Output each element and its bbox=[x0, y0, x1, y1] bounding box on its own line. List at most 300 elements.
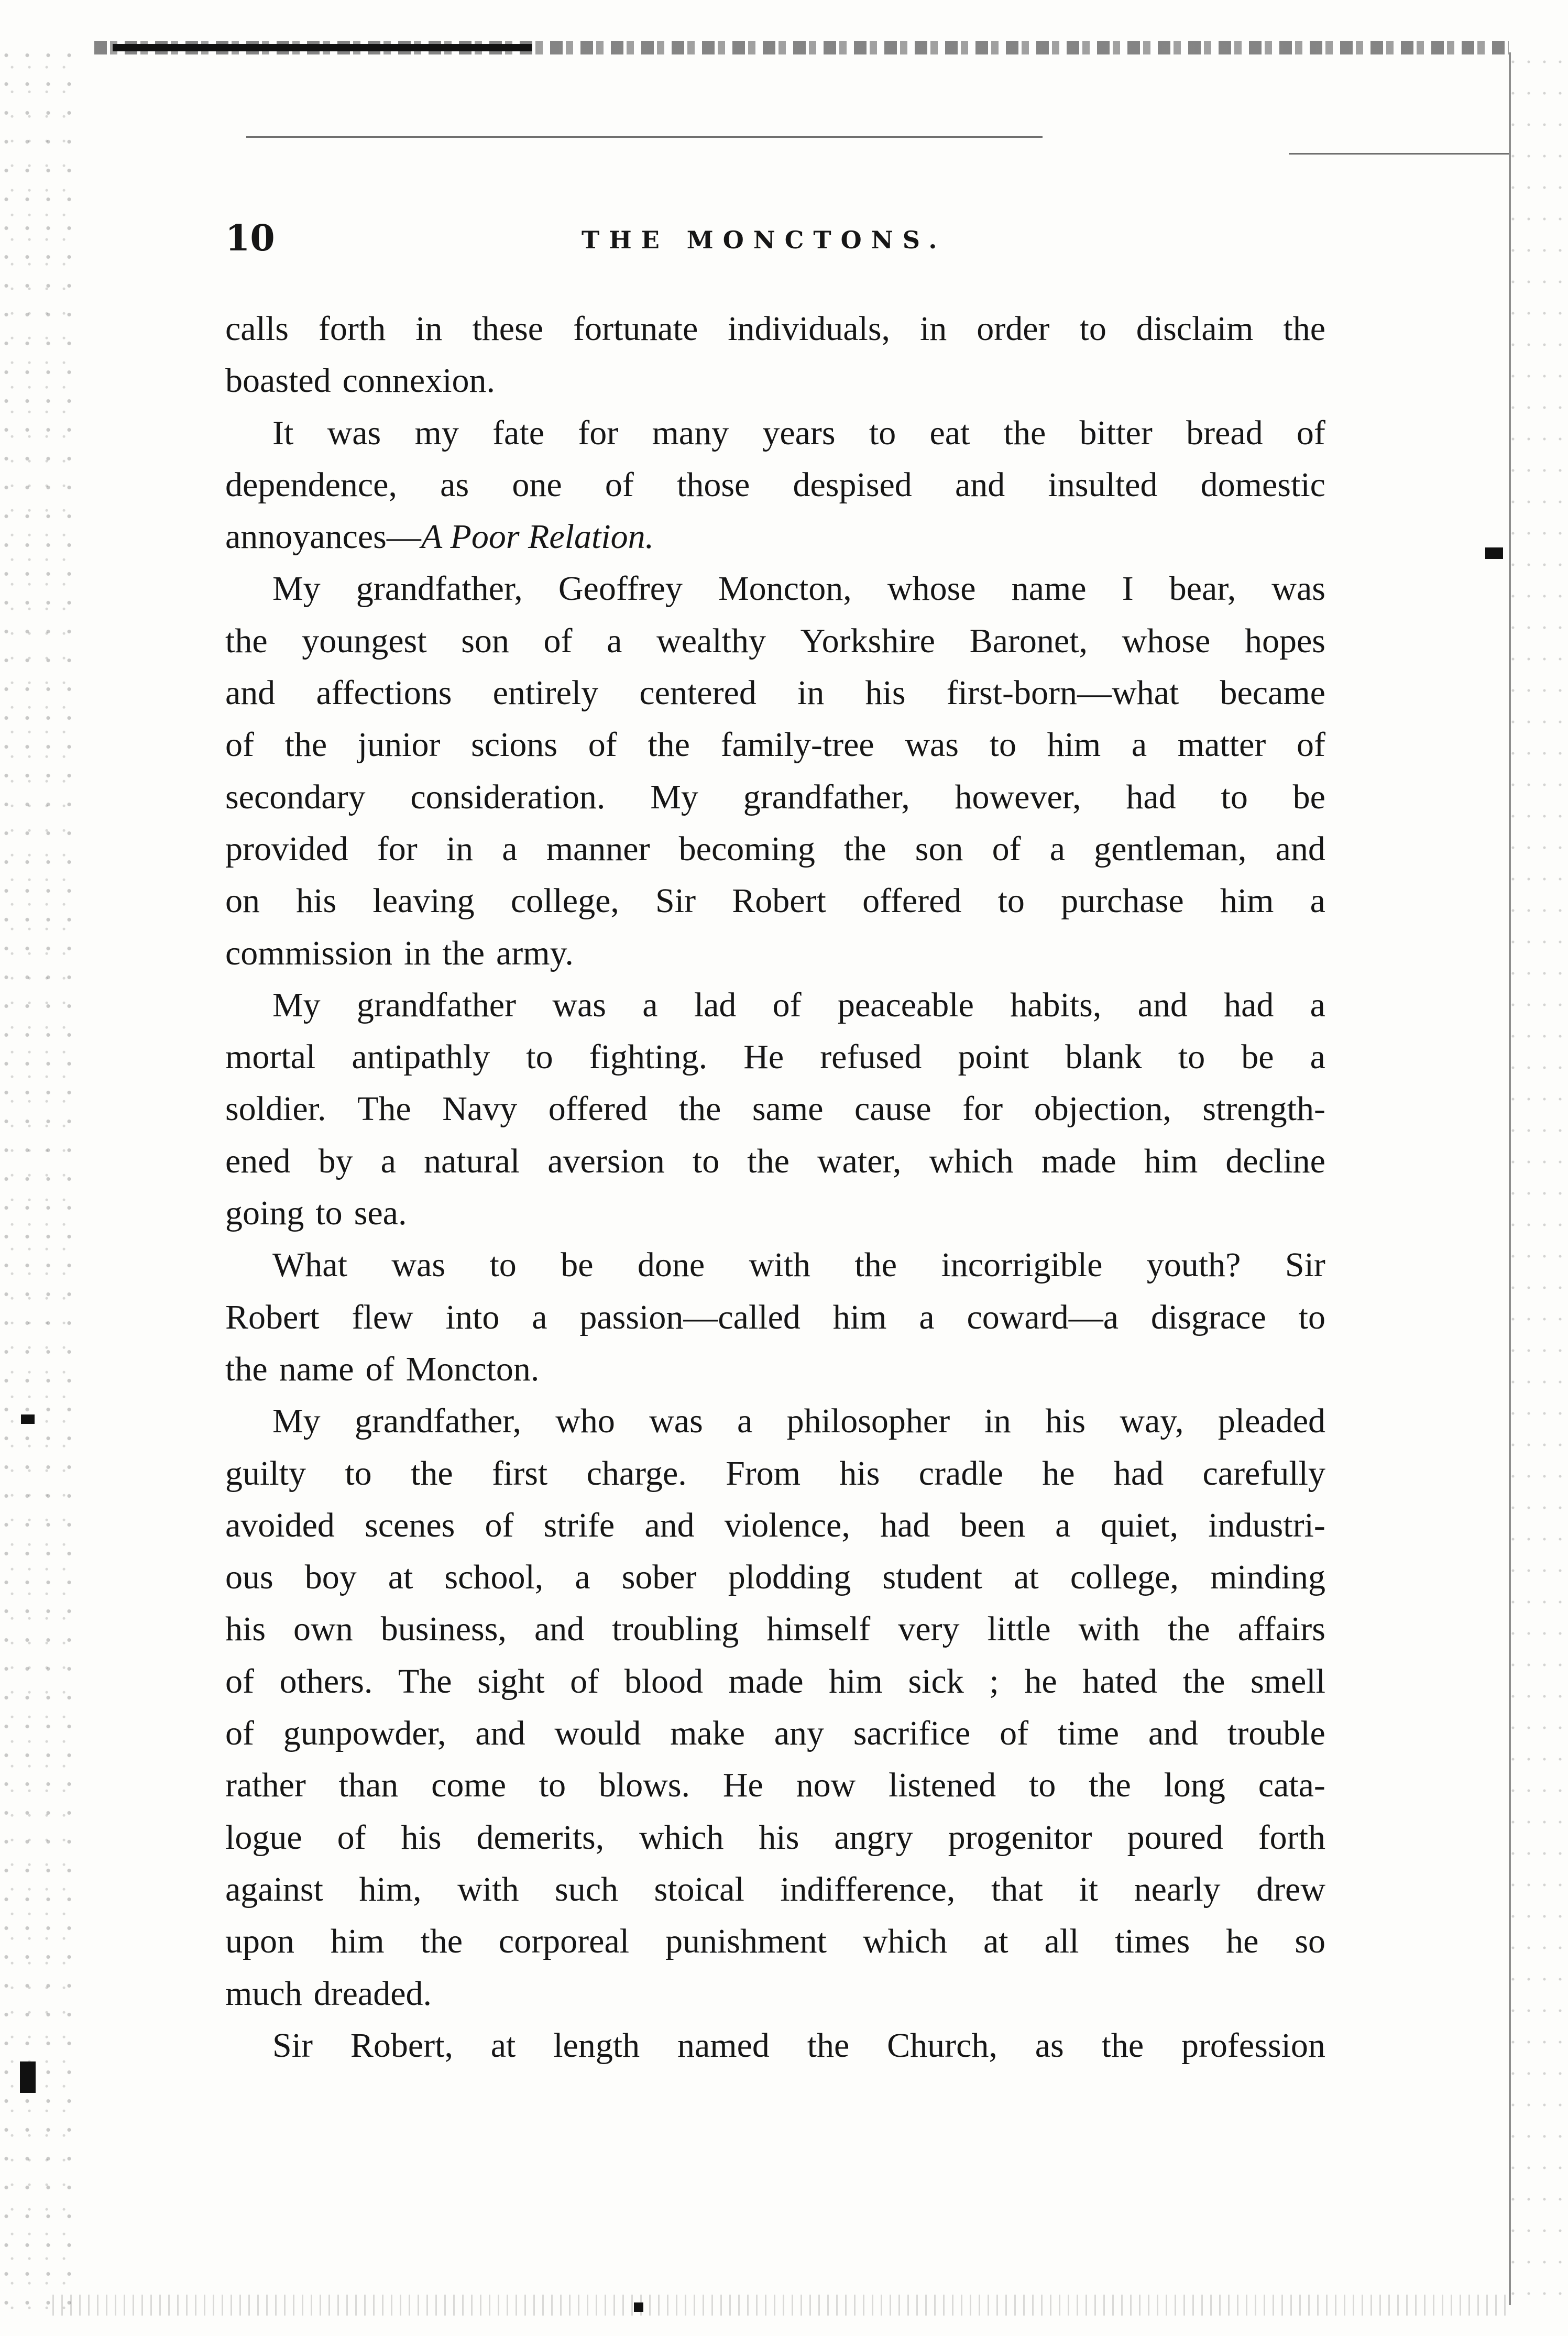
word: the bbox=[678, 1090, 721, 1128]
word: offered bbox=[548, 1090, 648, 1128]
word: natural bbox=[423, 1142, 520, 1180]
word: the bbox=[844, 829, 886, 868]
word: had bbox=[1224, 985, 1274, 1024]
word: grandfather bbox=[356, 985, 517, 1024]
word: lad bbox=[694, 985, 737, 1024]
word: the bbox=[1167, 1610, 1210, 1649]
word: gunpowder, bbox=[283, 1714, 446, 1753]
word: to bbox=[1029, 1766, 1056, 1805]
word: he bbox=[1024, 1662, 1057, 1701]
word: Baronet, bbox=[969, 621, 1088, 660]
word: in bbox=[404, 934, 431, 972]
word: at bbox=[388, 1558, 413, 1597]
word: scions bbox=[471, 726, 558, 764]
word: objection, bbox=[1034, 1090, 1171, 1128]
word: same bbox=[752, 1090, 824, 1128]
text-line bbox=[225, 1915, 1325, 1967]
word: indifference, bbox=[780, 1870, 956, 1909]
word: fortunate bbox=[573, 310, 698, 348]
word: Robert, bbox=[350, 2026, 453, 2065]
word: a bbox=[532, 1298, 547, 1336]
text-line bbox=[225, 2020, 1325, 2071]
word: to bbox=[989, 726, 1016, 764]
word: insulted bbox=[1048, 465, 1158, 504]
word: himself bbox=[766, 1610, 871, 1649]
word: From bbox=[726, 1454, 801, 1493]
word: had bbox=[1113, 1454, 1164, 1493]
word: the bbox=[747, 1142, 790, 1180]
word: a bbox=[380, 1142, 396, 1180]
word: sight bbox=[477, 1662, 545, 1701]
word: him bbox=[832, 1298, 887, 1336]
text-line bbox=[225, 1499, 1325, 1551]
word: dreaded. bbox=[313, 1974, 432, 2013]
word: grandfather, bbox=[354, 1402, 521, 1441]
word: to bbox=[539, 1766, 566, 1805]
text-line bbox=[225, 1447, 1325, 1499]
word: to bbox=[1178, 1038, 1205, 1077]
word: would bbox=[554, 1714, 641, 1753]
word: was bbox=[1271, 569, 1325, 608]
word: first-born—what bbox=[946, 674, 1179, 712]
word: ; bbox=[989, 1662, 999, 1701]
word: ened bbox=[225, 1142, 291, 1180]
word: which bbox=[929, 1142, 1014, 1180]
word: centered bbox=[639, 674, 756, 712]
word: consideration. bbox=[410, 777, 606, 816]
word: habits, bbox=[1010, 985, 1102, 1024]
word: aversion bbox=[547, 1142, 665, 1180]
word: my bbox=[414, 413, 459, 452]
word: poured bbox=[1127, 1818, 1223, 1857]
word: order bbox=[977, 310, 1050, 348]
word: of bbox=[225, 1662, 254, 1701]
ink-blot bbox=[21, 1414, 35, 1424]
word: to bbox=[315, 1194, 343, 1233]
word: forth bbox=[1258, 1818, 1325, 1857]
text-line bbox=[225, 1863, 1325, 1915]
word: was bbox=[649, 1402, 703, 1441]
word: the bbox=[854, 1246, 897, 1285]
word: college, bbox=[510, 882, 619, 920]
word: was bbox=[905, 726, 959, 764]
word: all bbox=[1044, 1922, 1079, 1961]
word: philosopher bbox=[786, 1402, 950, 1441]
word: Sir bbox=[272, 2026, 313, 2065]
word: It bbox=[272, 413, 294, 452]
word: for bbox=[962, 1090, 1003, 1128]
word: to bbox=[1079, 310, 1106, 348]
word: of bbox=[543, 621, 573, 660]
word: so bbox=[1295, 1922, 1325, 1961]
word: the bbox=[442, 934, 485, 972]
word: into bbox=[445, 1298, 500, 1336]
text-line bbox=[225, 1239, 1325, 1291]
word: incorrigible bbox=[941, 1246, 1103, 1285]
text-line bbox=[225, 511, 1325, 563]
word: antipathly bbox=[352, 1038, 490, 1077]
word: and bbox=[644, 1506, 695, 1544]
word: it bbox=[1079, 1870, 1099, 1909]
word: to bbox=[526, 1038, 553, 1077]
word: be bbox=[1292, 777, 1325, 816]
word: What bbox=[272, 1246, 347, 1285]
word: by bbox=[318, 1142, 353, 1180]
italic-phrase: A Poor Relation. bbox=[421, 518, 654, 556]
scan-artifact-left-edge bbox=[0, 52, 79, 2321]
word: many bbox=[652, 413, 729, 452]
word: became bbox=[1220, 674, 1325, 712]
word: connexion. bbox=[342, 361, 496, 400]
word: was bbox=[327, 413, 381, 452]
word: carefully bbox=[1202, 1454, 1325, 1493]
word: disgrace bbox=[1150, 1298, 1266, 1336]
word: with bbox=[749, 1246, 810, 1285]
text-line bbox=[225, 1291, 1325, 1343]
word: I bbox=[1122, 569, 1134, 608]
text-line bbox=[225, 1603, 1325, 1655]
word: becoming bbox=[678, 829, 815, 868]
word: plodding bbox=[728, 1558, 851, 1597]
text-line bbox=[225, 1655, 1325, 1707]
word: others. bbox=[279, 1662, 373, 1701]
word: fighting. bbox=[589, 1038, 708, 1077]
word: for bbox=[578, 413, 619, 452]
word: and bbox=[475, 1714, 525, 1753]
word: him bbox=[330, 1922, 385, 1961]
text-line bbox=[225, 875, 1325, 927]
word: with bbox=[1078, 1610, 1140, 1649]
word: point bbox=[958, 1038, 1029, 1077]
word: of bbox=[225, 1714, 254, 1753]
text-line bbox=[225, 1551, 1325, 1603]
word: of bbox=[570, 1662, 599, 1701]
word: troubling bbox=[612, 1610, 739, 1649]
word: My bbox=[272, 1402, 321, 1441]
word: He bbox=[722, 1766, 763, 1805]
word: in bbox=[919, 310, 947, 348]
word: despised bbox=[793, 465, 912, 504]
word: a bbox=[1049, 829, 1065, 868]
word: drew bbox=[1256, 1870, 1325, 1909]
word: logue bbox=[225, 1818, 302, 1857]
scan-artifact-top-bar bbox=[113, 44, 532, 51]
word: scenes bbox=[365, 1506, 455, 1544]
word: whose bbox=[887, 569, 976, 608]
word: individuals, bbox=[728, 310, 891, 348]
word: as bbox=[440, 465, 469, 504]
word: boy bbox=[304, 1558, 357, 1597]
scan-artifact-right-edge bbox=[1505, 52, 1568, 2321]
text-line bbox=[225, 615, 1325, 667]
word: demerits, bbox=[476, 1818, 605, 1857]
word: coward—a bbox=[967, 1298, 1119, 1336]
word: leaving bbox=[372, 882, 475, 920]
word: sea. bbox=[354, 1194, 407, 1233]
text-line bbox=[225, 1083, 1325, 1135]
word: to bbox=[345, 1454, 372, 1493]
text-line bbox=[225, 979, 1325, 1031]
word: named bbox=[677, 2026, 770, 2065]
word: had bbox=[1126, 777, 1176, 816]
word: My bbox=[272, 985, 321, 1024]
word: business, bbox=[380, 1610, 507, 1649]
word: was bbox=[552, 985, 606, 1024]
word: mortal bbox=[225, 1038, 316, 1077]
word: the bbox=[648, 726, 690, 764]
word: and bbox=[1275, 829, 1325, 868]
text-line bbox=[225, 303, 1325, 355]
word: student bbox=[882, 1558, 983, 1597]
word: as bbox=[1035, 2026, 1064, 2065]
word: a bbox=[737, 1402, 753, 1441]
word: boasted bbox=[225, 361, 331, 400]
word: dependence, bbox=[225, 465, 397, 504]
text-line bbox=[225, 355, 1325, 407]
word: him bbox=[1220, 882, 1274, 920]
word: nearly bbox=[1134, 1870, 1221, 1909]
word: and bbox=[225, 674, 276, 712]
word: of bbox=[1296, 726, 1325, 764]
word: eat bbox=[929, 413, 970, 452]
word: of bbox=[772, 985, 802, 1024]
word: be bbox=[561, 1246, 594, 1285]
word: My bbox=[272, 569, 321, 608]
word: ous bbox=[225, 1558, 273, 1597]
word: such bbox=[555, 1870, 619, 1909]
word: of bbox=[1296, 413, 1325, 452]
word: secondary bbox=[225, 777, 366, 816]
text-line bbox=[225, 1968, 1325, 2020]
word: and bbox=[534, 1610, 585, 1649]
word: guilty bbox=[225, 1454, 306, 1493]
word: commission bbox=[225, 934, 393, 972]
text-line bbox=[225, 771, 1325, 823]
word: He bbox=[743, 1038, 784, 1077]
word: and bbox=[955, 465, 1005, 504]
word: matter bbox=[1177, 726, 1266, 764]
word: a bbox=[1310, 1038, 1325, 1077]
word: be bbox=[1241, 1038, 1274, 1077]
word: Robert bbox=[732, 882, 826, 920]
word: come bbox=[431, 1766, 506, 1805]
word: charge. bbox=[586, 1454, 687, 1493]
word: manner bbox=[546, 829, 650, 868]
word: listened bbox=[889, 1766, 996, 1805]
word: of bbox=[365, 1350, 394, 1388]
word: against bbox=[225, 1870, 323, 1909]
word: son bbox=[461, 621, 509, 660]
word: made bbox=[1041, 1142, 1116, 1180]
word: punishment bbox=[665, 1922, 827, 1961]
word: strife bbox=[543, 1506, 615, 1544]
page-number: 10 bbox=[225, 217, 275, 259]
word: grandfather, bbox=[743, 777, 910, 816]
word: a bbox=[607, 621, 622, 660]
word: peaceable bbox=[837, 985, 974, 1024]
word: in bbox=[797, 674, 825, 712]
word: of bbox=[485, 1506, 514, 1544]
text-line bbox=[225, 719, 1325, 771]
word: going bbox=[225, 1194, 304, 1233]
word: much bbox=[225, 1974, 302, 2013]
word: profession bbox=[1181, 2026, 1325, 2065]
word: the bbox=[420, 1922, 463, 1961]
word: the bbox=[284, 726, 327, 764]
text-line bbox=[225, 1759, 1325, 1811]
word: entirely bbox=[492, 674, 599, 712]
word: him bbox=[1047, 726, 1101, 764]
word: strength- bbox=[1202, 1090, 1325, 1128]
word: family-tree bbox=[720, 726, 874, 764]
word: domestic bbox=[1200, 465, 1325, 504]
word: a bbox=[642, 985, 658, 1024]
word: a bbox=[1131, 726, 1147, 764]
word: violence, bbox=[724, 1506, 850, 1544]
word: name bbox=[1011, 569, 1087, 608]
word: he bbox=[1226, 1922, 1259, 1961]
word: he bbox=[1042, 1454, 1075, 1493]
word: a bbox=[1055, 1506, 1071, 1544]
word: My bbox=[650, 777, 698, 816]
text-line bbox=[225, 1707, 1325, 1759]
word: disclaim bbox=[1136, 310, 1254, 348]
word: of bbox=[588, 726, 617, 764]
word: make bbox=[670, 1714, 745, 1753]
word: youngest bbox=[302, 621, 427, 660]
word: flew bbox=[352, 1298, 413, 1336]
word: of bbox=[225, 726, 254, 764]
word: junior bbox=[357, 726, 441, 764]
word: very bbox=[898, 1610, 960, 1649]
word: progenitor bbox=[948, 1818, 1092, 1857]
word: in bbox=[415, 310, 443, 348]
word: hated bbox=[1082, 1662, 1158, 1701]
word: him bbox=[1144, 1142, 1198, 1180]
word: whose bbox=[1122, 621, 1211, 660]
word: to bbox=[997, 882, 1025, 920]
word: blood bbox=[624, 1662, 704, 1701]
word: his bbox=[296, 882, 337, 920]
word: school, bbox=[444, 1558, 544, 1597]
word: avoided bbox=[225, 1506, 335, 1544]
word: his bbox=[401, 1818, 442, 1857]
word: trouble bbox=[1227, 1714, 1325, 1753]
word: to bbox=[1298, 1298, 1325, 1336]
scan-artifact-rule bbox=[1289, 153, 1509, 155]
word: the bbox=[410, 1454, 453, 1493]
word: his bbox=[839, 1454, 880, 1493]
word: to bbox=[489, 1246, 517, 1285]
word: however, bbox=[955, 777, 1081, 816]
word: pleaded bbox=[1218, 1402, 1325, 1441]
word: for bbox=[377, 829, 418, 868]
ink-blot bbox=[634, 2302, 643, 2312]
word: was bbox=[391, 1246, 446, 1285]
word: than bbox=[338, 1766, 399, 1805]
scan-artifact-rule bbox=[246, 136, 1043, 138]
word: those bbox=[677, 465, 750, 504]
word: son bbox=[915, 829, 963, 868]
word: first bbox=[491, 1454, 548, 1493]
word: years bbox=[762, 413, 836, 452]
word: of bbox=[992, 829, 1021, 868]
word: offered bbox=[862, 882, 962, 920]
word: a bbox=[502, 829, 518, 868]
text-line bbox=[225, 1187, 1325, 1239]
word: at bbox=[1014, 1558, 1039, 1597]
text-line bbox=[225, 1343, 1325, 1395]
word: him, bbox=[359, 1870, 422, 1909]
word: purchase bbox=[1061, 882, 1184, 920]
word: provided bbox=[225, 829, 348, 868]
text-line bbox=[225, 927, 1325, 979]
word: Yorkshire bbox=[800, 621, 935, 660]
word: of bbox=[1000, 1714, 1029, 1753]
word: affairs bbox=[1237, 1610, 1325, 1649]
word: and bbox=[1137, 985, 1188, 1024]
word: cata- bbox=[1258, 1766, 1325, 1805]
word: Moncton, bbox=[718, 569, 852, 608]
word: these bbox=[472, 310, 544, 348]
word: a bbox=[575, 1558, 590, 1597]
word: The bbox=[398, 1662, 452, 1701]
word: to bbox=[1221, 777, 1248, 816]
ink-blot bbox=[20, 2061, 36, 2093]
text-line bbox=[225, 823, 1325, 875]
word: sick bbox=[908, 1662, 964, 1701]
running-head bbox=[225, 217, 1315, 259]
word: that bbox=[991, 1870, 1043, 1909]
ink-blot bbox=[1485, 547, 1503, 559]
word: corporeal bbox=[498, 1922, 630, 1961]
word: on bbox=[225, 882, 260, 920]
word: now bbox=[796, 1766, 856, 1805]
word: soldier. bbox=[225, 1090, 326, 1128]
word: of bbox=[605, 465, 634, 504]
word: little bbox=[987, 1610, 1051, 1649]
word: blows. bbox=[598, 1766, 690, 1805]
word: the bbox=[1089, 1766, 1131, 1805]
word: to bbox=[869, 413, 896, 452]
text-line bbox=[225, 459, 1325, 511]
word: affections bbox=[316, 674, 452, 712]
word: annoyances— bbox=[225, 518, 421, 556]
word: Navy bbox=[442, 1090, 518, 1128]
word: his bbox=[865, 674, 906, 712]
word: his bbox=[1045, 1402, 1086, 1441]
word: calls bbox=[225, 310, 289, 348]
word: one bbox=[512, 465, 562, 504]
word: times bbox=[1115, 1922, 1190, 1961]
word: length bbox=[553, 2026, 640, 2065]
word: smell bbox=[1250, 1662, 1325, 1701]
word: The bbox=[357, 1090, 411, 1128]
word: cradle bbox=[918, 1454, 1003, 1493]
word: grandfather, bbox=[356, 569, 523, 608]
word: forth bbox=[318, 310, 386, 348]
word: hopes bbox=[1244, 621, 1325, 660]
word: the bbox=[807, 2026, 850, 2065]
word: way, bbox=[1120, 1402, 1184, 1441]
word: his bbox=[759, 1818, 799, 1857]
word: done bbox=[637, 1246, 705, 1285]
scan-artifact-right-line bbox=[1509, 52, 1511, 2305]
word: passion—called bbox=[579, 1298, 801, 1336]
word: sacrifice bbox=[853, 1714, 971, 1753]
word: to bbox=[692, 1142, 720, 1180]
word: the bbox=[225, 621, 268, 660]
